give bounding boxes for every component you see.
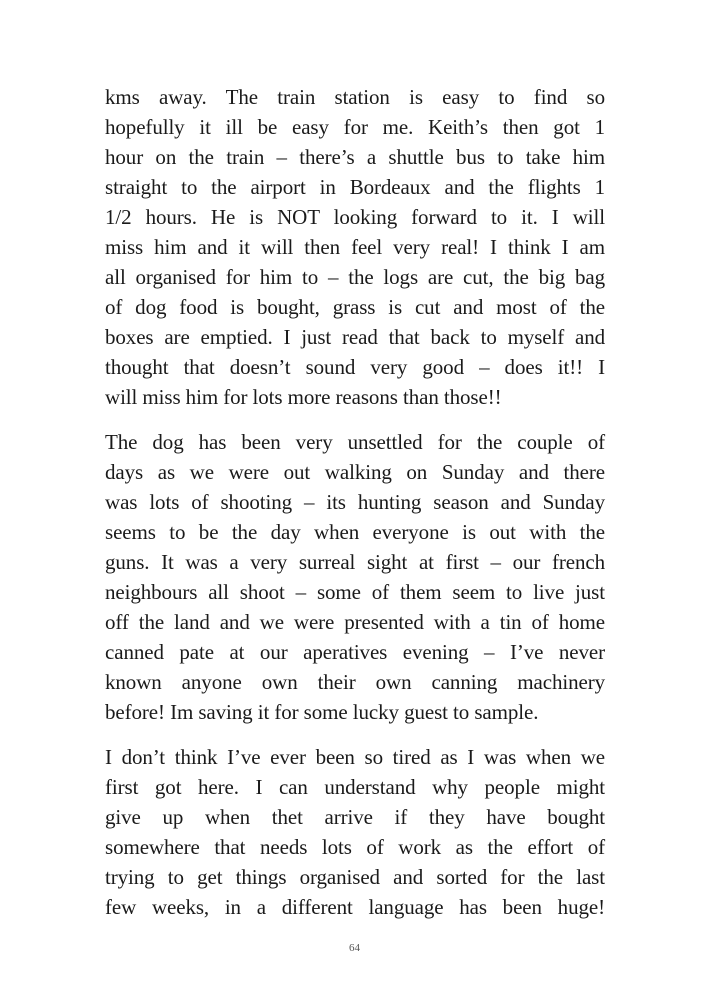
text-line: of dog food is bought, grass is cut and most of the	[105, 295, 605, 319]
text-line: boxes are emptied. I just read that back to myself and	[105, 325, 605, 349]
text-line: will miss him for lots more reasons than those!!	[105, 385, 502, 409]
text-line: trying to get things organised and sorted for the last	[105, 865, 605, 889]
text-line: off the land and we were presented with a tin of home	[105, 610, 605, 634]
text-line: canned pate at our aperatives evening – I’ve never	[105, 640, 605, 664]
text-line: 1/2 hours. He is NOT looking forward to it. I will	[105, 205, 605, 229]
text-line: days as we were out walking on Sunday and there	[105, 460, 605, 484]
paragraph-3	[105, 742, 605, 922]
text-line: first got here. I can understand why people might	[105, 775, 605, 799]
paragraph-1	[105, 82, 605, 412]
text-line: thought that doesn’t sound very good – does it!! I	[105, 355, 605, 379]
text-line: I don’t think I’ve ever been so tired as I was when we	[105, 745, 605, 769]
text-line: neighbours all shoot – some of them seem to live just	[105, 580, 605, 604]
text-line: before! Im saving it for some lucky guest to sample.	[105, 700, 539, 724]
text-line: give up when thet arrive if they have bought	[105, 805, 605, 829]
text-line: known anyone own their own canning machinery	[105, 670, 605, 694]
text-line: kms away. The train station is easy to find so	[105, 85, 605, 109]
text-line: somewhere that needs lots of work as the effort of	[105, 835, 605, 859]
text-line: hopefully it ill be easy for me. Keith’s then got 1	[105, 115, 605, 139]
text-line: miss him and it will then feel very real! I think I am	[105, 235, 605, 259]
text-line: was lots of shooting – its hunting season and Sunday	[105, 490, 605, 514]
text-line: few weeks, in a different language has been huge!	[105, 895, 605, 919]
text-line: hour on the train – there’s a shuttle bus to take him	[105, 145, 605, 169]
paragraph-2	[105, 427, 605, 727]
text-line: all organised for him to – the logs are cut, the big bag	[105, 265, 605, 289]
text-line: seems to be the day when everyone is out with the	[105, 520, 605, 544]
text-line: The dog has been very unsettled for the couple of	[105, 430, 605, 454]
page-number: 64	[349, 942, 360, 954]
text-line: guns. It was a very surreal sight at first – our french	[105, 550, 605, 574]
body-text	[105, 82, 605, 937]
text-line: straight to the airport in Bordeaux and the flights 1	[105, 175, 605, 199]
